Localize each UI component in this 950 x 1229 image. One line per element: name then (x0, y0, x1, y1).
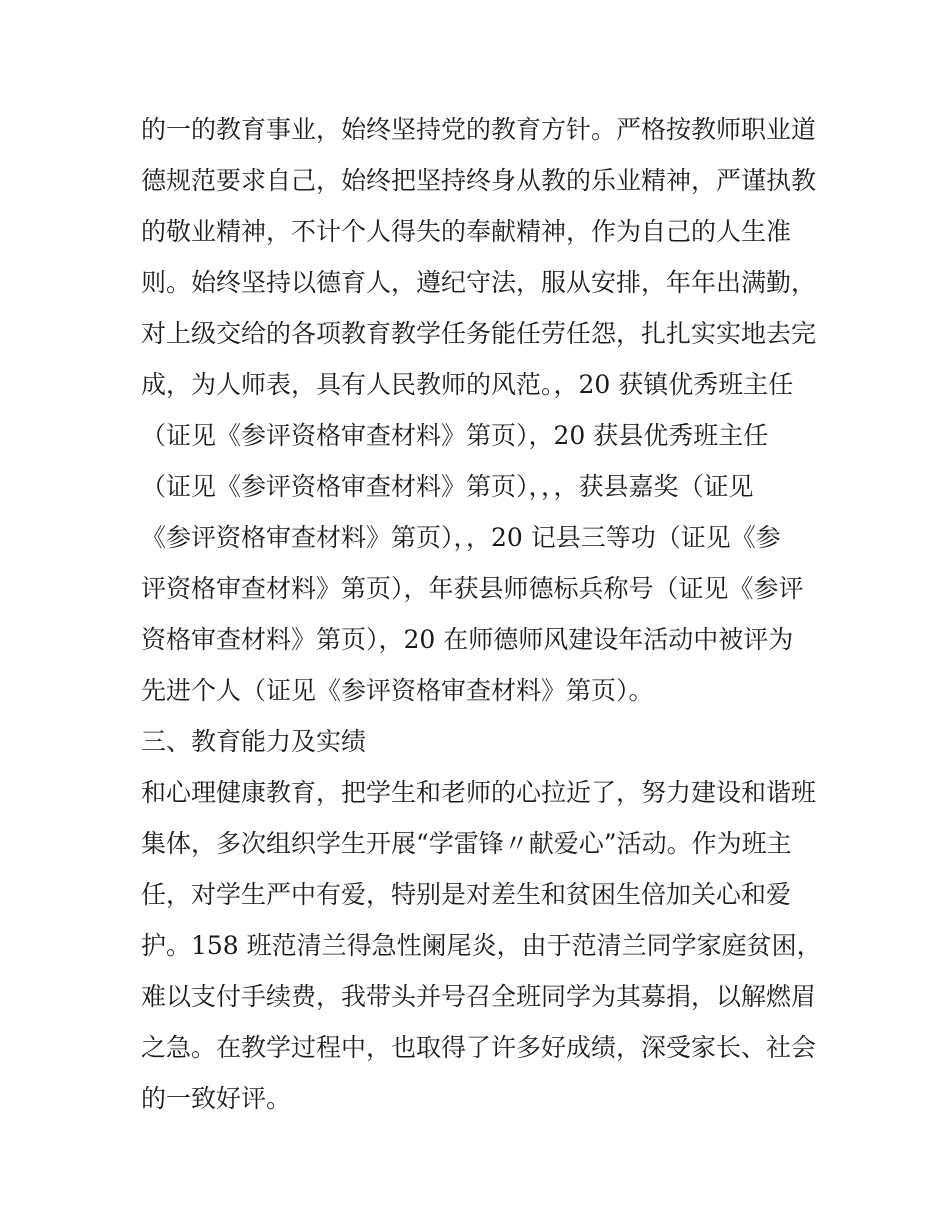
text-line: 成，为人师表，具有人民教师的风范。，20 获镇优秀班主任 (141, 370, 794, 399)
text-line: 任，对学生严中有爱，特别是对差生和贫困生倍加关心和爱 (141, 880, 792, 909)
text-line: 《参评资格审查材料》第页），，20 记县三等功（证见《参 (141, 523, 781, 552)
text-line: 的敬业精神，不计个人得失的奉献精神，作为自己的人生准 (141, 217, 792, 246)
body-text (141, 104, 831, 1124)
text-line: 对上级交给的各项教育教学任务能任劳任怨，扎扎实实地去完 (141, 319, 817, 348)
text-line: 资格审查材料》第页），20 在师德师风建设年活动中被评为 (141, 625, 794, 654)
text-line: 集体，多次组织学生开展“学雷锋〃献爱心”活动。作为班主 (141, 829, 792, 858)
text-line: 难以支付手续费，我带头并号召全班同学为其募捐，以解燃眉 (141, 982, 817, 1011)
text-line: 评资格审查材料》第页），年获县师德标兵称号（证见《参评 (141, 574, 804, 603)
text-line: 则。始终坚持以德育人，遵纪守法，服从安排，年年出满勤， (141, 268, 817, 297)
text-line: 的一的教育事业，始终坚持党的教育方针。严格按教师职业道 (141, 115, 817, 144)
text-line: 护。158 班范清兰得急性阑尾炎，由于范清兰同学家庭贫困， (141, 931, 822, 960)
text-line: 德规范要求自己，始终把坚持终身从教的乐业精神，严谨执教 (141, 166, 817, 195)
section-heading: 三、教育能力及实绩 (141, 727, 367, 756)
text-line: 之急。在教学过程中，也取得了许多好成绩，深受家长、社会 (141, 1033, 817, 1062)
text-line: （证见《参评资格审查材料》第页），20 获县优秀班主任 (141, 421, 769, 450)
text-line: （证见《参评资格审查材料》第页），，，获县嘉奖（证见 (141, 472, 754, 501)
text-line: 先进个人（证见《参评资格审查材料》第页）。 (141, 676, 654, 705)
text-line: 和心理健康教育，把学生和老师的心拉近了，努力建设和谐班 (141, 778, 817, 807)
text-line: 的一致好评。 (141, 1084, 292, 1113)
